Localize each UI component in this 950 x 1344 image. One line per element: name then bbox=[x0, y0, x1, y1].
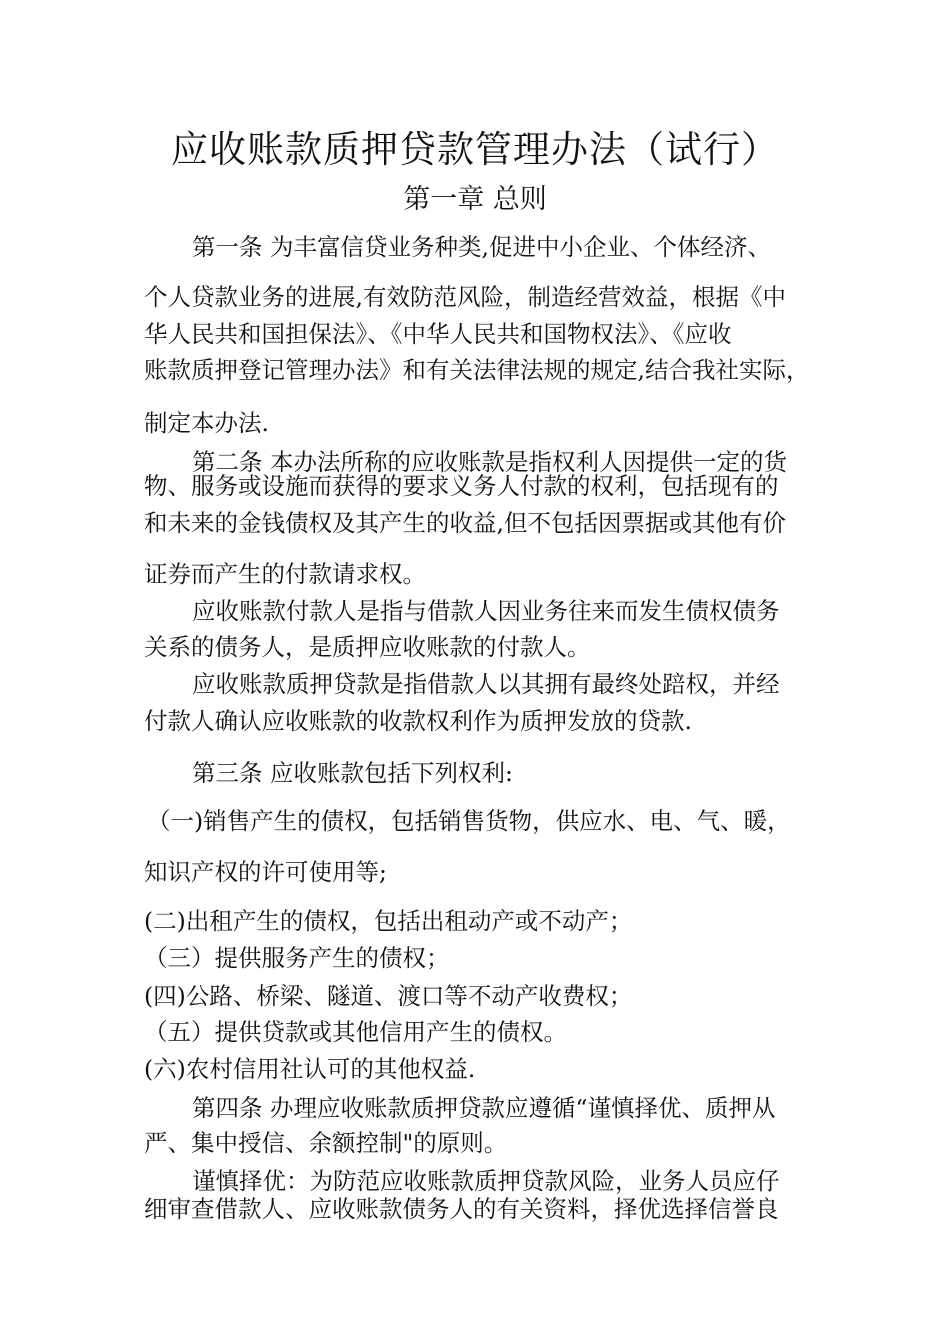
article-4-line-1: 第四条 办理应收账款质押贷款应遵循“谨慎择优、质押从 bbox=[192, 1094, 776, 1122]
chapter-title: 第一章 总则 bbox=[403, 184, 547, 215]
article-3-item-6: (六)农村信用社认可的其他权益. bbox=[144, 1055, 476, 1083]
article-3-item-1-line-1: （一)销售产生的债权，包括销售货物，供应水、电、气、暖， bbox=[147, 807, 791, 835]
article-1-line-5: 制定本办法. bbox=[144, 409, 269, 437]
prudent-selection-line-1: 谨慎择优：为防范应收账款质押贷款风险，业务人员应仔 bbox=[192, 1167, 780, 1195]
pledge-loan-definition-line-1: 应收账款质押贷款是指借款人以其拥有最终处踣权，并经 bbox=[192, 670, 780, 698]
article-2-line-2: 物、服务或设施而获得的要求义务人付款的权利，包括现有的 bbox=[144, 472, 779, 500]
payer-definition-line-2: 关系的债务人，是质押应收账款的付款人。 bbox=[144, 633, 591, 661]
article-2-line-3: 和未来的金钱债权及其产生的收益,但不包括因票据或其他有价 bbox=[144, 509, 786, 537]
article-2-line-4: 证券而产生的付款请求权。 bbox=[144, 560, 426, 588]
article-1-line-3: 华人民共和国担保法》、《中华人民共和国物权法》、《应收 bbox=[144, 320, 732, 348]
prudent-selection-line-2: 细审查借款人、应收账款债务人的有关资料，择优选择信誉良 bbox=[144, 1195, 779, 1223]
article-4-line-2: 严、集中授信、余额控制"的原则。 bbox=[144, 1129, 508, 1157]
article-3-item-1-line-2: 知识产权的许可使用等; bbox=[144, 858, 387, 886]
pledge-loan-definition-line-2: 付款人确认应收账款的收款权利作为质押发放的贷款. bbox=[144, 707, 692, 735]
document-title: 应收账款质押贷款管理办法（试行） bbox=[171, 128, 779, 171]
article-2-line-1: 第二条 本办法所称的应收账款是指权利人因提供一定的货 bbox=[192, 448, 787, 476]
article-3-heading: 第三条 应收账款包括下列权利: bbox=[192, 759, 513, 787]
article-1-line-2: 个人贷款业务的进展,有效防范风险，制造经营效益，根据《中 bbox=[144, 283, 786, 311]
payer-definition-line-1: 应收账款付款人是指与借款人因业务往来而发生债权债务 bbox=[192, 597, 780, 625]
article-3-item-5: （五）提供贷款或其他信用产生的债权。 bbox=[144, 1018, 567, 1046]
article-3-item-4: (四)公路、桥梁、隧道、渡口等不动产收费权； bbox=[144, 982, 633, 1010]
article-3-item-2: (二)出租产生的债权，包括出租动产或不动产； bbox=[144, 907, 633, 935]
article-1-line-1: 第一条 为丰富信贷业务种类,促进中小企业、个体经济、 bbox=[192, 233, 771, 261]
article-1-line-4: 账款质押登记管理办法》和有关法律法规的规定,结合我社实际， bbox=[144, 356, 810, 384]
article-3-item-3: （三）提供服务产生的债权； bbox=[144, 944, 450, 972]
